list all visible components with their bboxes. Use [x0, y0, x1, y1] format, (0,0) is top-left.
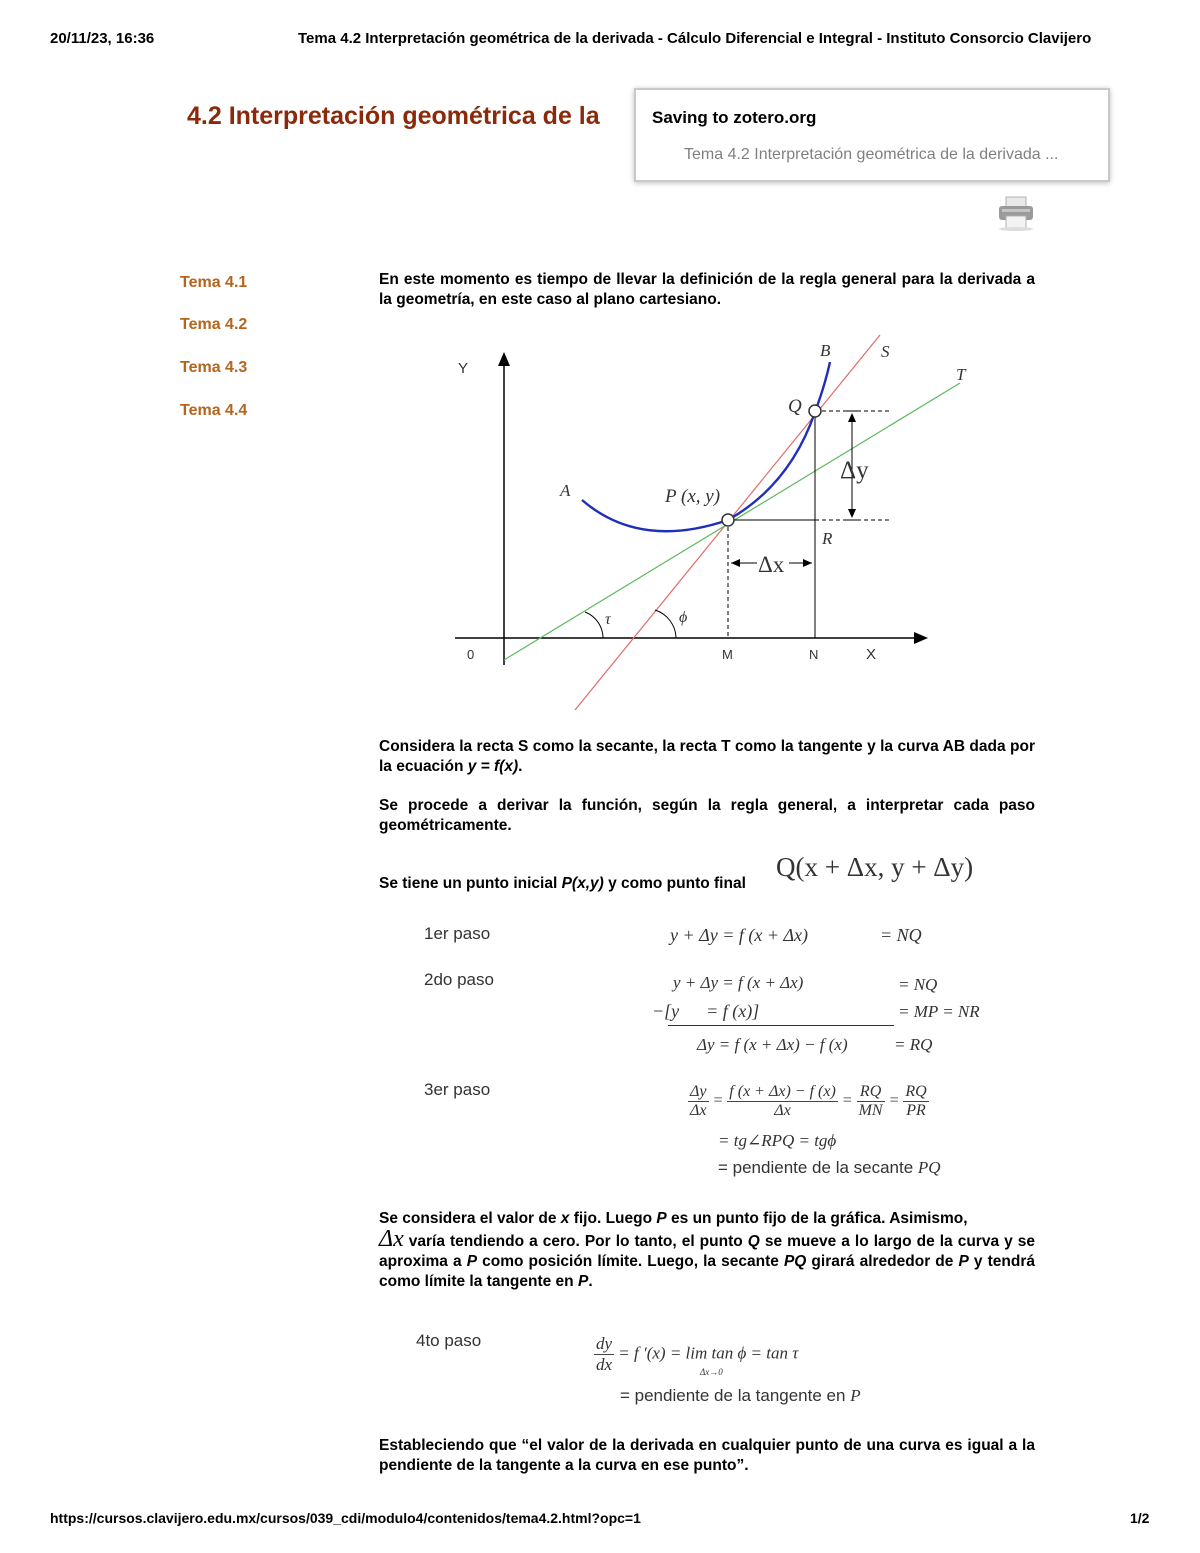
- step-3-label: 3er paso: [424, 1080, 491, 1099]
- print-page-number: 1/2: [1130, 1510, 1150, 1526]
- nav-tema-4-3[interactable]: Tema 4.3: [180, 359, 248, 376]
- step-2-result-3: = RQ: [894, 1035, 933, 1054]
- step-2-result-2: = MP = NR: [898, 1002, 980, 1021]
- conclusion-paragraph: Estableciendo que “el valor de la derivada en cualquier punto de una curva es igual a la pendiente de la tangente a la curva en ese punto”.: [379, 1437, 1035, 1474]
- step-3-fraction-chain: $\frac{\Delta y}{\Delta x}$ = $\frac{f (x + \Delta x) - f (x)}{\Delta x}$ = $\frac{RQ}{MN}$ = $\frac{RQ}{PR}$: [690, 1083, 927, 1119]
- label-b: B: [820, 341, 831, 360]
- frac-dy-dx-4: $\frac{dy}{dx}$: [596, 1334, 613, 1374]
- print-datetime: 20/11/23, 16:36: [50, 30, 155, 47]
- step-2-equation-1: y + Δy = f (x + Δx): [673, 973, 804, 992]
- tau-angle-arc: [585, 612, 603, 638]
- label-p: P (x, y): [665, 486, 721, 507]
- point-q: [809, 405, 821, 417]
- point-p: [722, 514, 734, 526]
- x-axis-arrow: [914, 632, 928, 644]
- label-origin: 0: [467, 647, 475, 662]
- step-2-subtraction-line: [668, 1025, 894, 1026]
- procedure-paragraph: Se procede a derivar la función, según la regla general, a interpretar cada paso geométricamente.: [379, 797, 1035, 834]
- label-tau: τ: [605, 611, 611, 628]
- step-1-label: 1er paso: [424, 924, 491, 943]
- frac-difference-quotient: $\frac{f (x + \Delta x) - f (x)}{\Delta x}$: [729, 1083, 836, 1119]
- nav-tema-4-4[interactable]: Tema 4.4: [180, 402, 248, 419]
- step-4-equation: $\frac{dy}{dx}$ = f ′(x) = lim tan ϕ = tan τ: [596, 1334, 799, 1374]
- step-4-limit-subscript: Δx→0: [700, 1367, 723, 1377]
- label-t: T: [956, 365, 966, 384]
- step-1-result: = NQ: [880, 925, 922, 945]
- popup-heading: Saving to zotero.org: [652, 108, 817, 127]
- step-2-label: 2do paso: [424, 970, 494, 989]
- label-q: Q: [788, 396, 802, 417]
- label-s: S: [881, 342, 890, 361]
- step-2-equation-2: −[y = f (x)]: [652, 1001, 760, 1021]
- step-3-secant-slope: = pendiente de la secante PQ: [718, 1158, 941, 1177]
- nav-tema-4-1[interactable]: Tema 4.1: [180, 274, 248, 291]
- point-q-formula: Q(x + Δx, y + Δy): [776, 852, 974, 882]
- zotero-save-popup[interactable]: [634, 88, 1110, 182]
- step-1-equation: y + Δy = f (x + Δx): [670, 925, 809, 945]
- intro-paragraph: En este momento es tiempo de llevar la definición de la regla general para la derivada a la geometría, en este caso al plano cartesiano.: [379, 271, 1035, 308]
- step-3-tangent-line: = tg∠RPQ = tgϕ: [718, 1131, 837, 1150]
- label-m: M: [722, 647, 733, 662]
- frac-rq-pr: $\frac{RQ}{PR}$: [905, 1083, 927, 1119]
- y-axis-arrow: [498, 352, 510, 366]
- nav-tema-4-2[interactable]: Tema 4.2: [180, 316, 248, 333]
- label-n: N: [809, 647, 819, 662]
- step-2-equation-3: Δy = f (x + Δx) − f (x): [697, 1035, 848, 1054]
- derivative-geometry-figure: [440, 330, 966, 715]
- frac-dy-dx: $\frac{\Delta y}{\Delta x}$: [690, 1083, 707, 1119]
- label-x-axis: X: [866, 646, 877, 663]
- step-4-label: 4to paso: [416, 1331, 482, 1350]
- frac-rq-mn: $\frac{RQ}{MN}$: [858, 1083, 883, 1119]
- popup-item-title: Tema 4.2 Interpretación geométrica de la derivada ...: [684, 146, 1059, 163]
- points-paragraph: Se tiene un punto inicial P(x,y) y como punto final: [379, 875, 746, 892]
- label-phi: ϕ: [679, 609, 688, 626]
- secant-tangent-paragraph: Considera la recta S como la secante, la recta T como la tangente y la curva AB dada por la ecuación y = f(x).: [379, 738, 1035, 775]
- label-delta-x: Δx: [758, 552, 785, 577]
- printer-icon[interactable]: [996, 195, 1036, 231]
- page-title: 4.2 Interpretación geométrica de la: [187, 102, 600, 130]
- label-y-axis: Y: [458, 360, 469, 377]
- label-delta-y: Δy: [840, 457, 869, 484]
- phi-angle-arc: [655, 610, 676, 638]
- label-r: R: [822, 529, 833, 548]
- label-a: A: [560, 481, 571, 500]
- step-2-result-1: = NQ: [898, 975, 938, 994]
- step-4-tangent-slope: = pendiente de la tangente en P: [620, 1386, 861, 1405]
- limit-paragraph: Se considera el valor de x fijo. Luego P es un punto fijo de la gráfica. Asimismo, Δx varía tendiendo a cero. Por lo tanto, el punto Q se mueve a lo largo de la curva y se aproxima a P como posición límite. Luego, la secante PQ girará alrededor de P y tendrá como límite la tangente en P.: [379, 1210, 1035, 1290]
- print-page-title: Tema 4.2 Interpretación geométrica de la derivada - Cálculo Diferencial e Integral - Instituto Consorcio Clavijero: [298, 30, 1092, 47]
- print-url: https://cursos.clavijero.edu.mx/cursos/039_cdi/modulo4/contenidos/tema4.2.html?opc=1: [50, 1510, 641, 1526]
